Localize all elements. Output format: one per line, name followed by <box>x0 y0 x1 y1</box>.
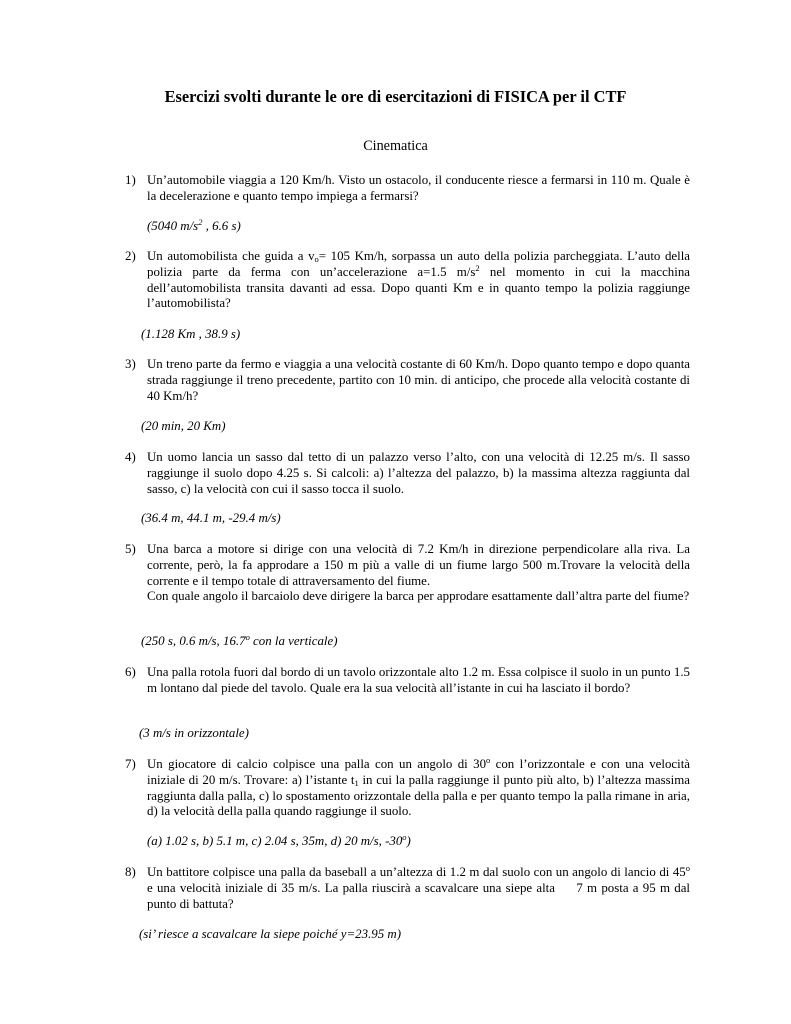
exercise-8 <box>125 863 694 912</box>
exercise-number: 4) <box>125 450 136 464</box>
exercise-6 <box>125 665 690 697</box>
exercise-text: Un treno parte da fermo e viaggia a una velocità costante di 60 Km/h. Dopo quanto tempo e dopo quanta strada raggiunge il treno precedente, partito con 10 min. di anticipo, che procede alla velocità costante di 40 Km/h? <box>147 357 690 403</box>
exercise-number: 5) <box>125 542 136 556</box>
exercise-4-answer: (36.4 m, 44.1 m, -29.4 m/s) <box>141 511 281 525</box>
exercise-number: 8) <box>125 865 136 879</box>
exercise-7-answer: (a) 1.02 s, b) 5.1 m, c) 2.04 s, 35m, d) 20 m/s, -30$^o$) <box>147 832 411 848</box>
exercise-3-answer: (20 min, 20 Km) <box>141 419 226 433</box>
exercise-3 <box>125 357 690 404</box>
exercise-text: Una palla rotola fuori dal bordo di un tavolo orizzontale alto 1.2 m. Essa colpisce il suolo in un punto 1.5 m lontano dal piede del tavolo. Quale era la sua velocità all’istante in cui ha lasciato il bordo? <box>147 665 690 695</box>
section-heading: Cinematica <box>363 138 428 154</box>
exercise-number: 6) <box>125 665 136 679</box>
exercise-1-answer: (5040 $m/s^2$ , 6.6 s) <box>147 217 241 233</box>
document-title: Esercizi svolti durante le ore di esercitazioni di FISICA per il CTF <box>164 87 627 106</box>
exercise-number: 2) <box>125 249 136 263</box>
exercise-number: 3) <box>125 357 136 371</box>
exercise-8-answer: (si’ riesce a scavalcare la siepe poiché y=23.95 m) <box>139 927 402 941</box>
exercise-number: 1) <box>125 173 136 187</box>
exercise-5 <box>125 542 690 605</box>
exercise-7 <box>125 757 690 820</box>
exercise-text: Un uomo lancia un sasso dal tetto di un palazzo verso l’alto, con una velocità di 12.25 m/s. Il sasso raggiunge il suolo dopo 4.25 s. Si calcoli: a) l’altezza del palazzo, b) la massima altezza raggiunta dal sasso, c) la velocità con cui il sasso tocca il suolo. <box>147 450 690 496</box>
exercise-text: Un’automobile viaggia a 120 Km/h. Visto un ostacolo, il conducente riesce a fermarsi in 110 m. Quale è la decelerazione e quanto tempo impiega a fermarsi? <box>147 173 690 203</box>
exercise-text: Un automobilista che guida a $v_o= 105$ Km/h, sorpassa un auto della polizia parcheggiata. L’auto della polizia parte da ferma con un’accelerazione a=1.5 $m/s^2$ nel momento in cui la macchina dell’automobilista transita davanti ad essa. Dopo quanti Km e in quanto tempo la polizia raggiunge l’automobilista? <box>147 249 690 311</box>
exercise-6-answer: (3 m/s in orizzontale) <box>139 726 249 740</box>
exercise-number: 7) <box>125 757 136 771</box>
exercise-text: Un giocatore di calcio colpisce una palla con un angolo di 30$^o$ con l’orizzontale e con una velocità iniziale di 20 m/s. Trovare: a) l’istante $t_1$ in cui la palla raggiunge il punto più alto, b) l’altezza massima raggiunta dalla palla, c) lo spostamento orizzontale della palla e per quanto tempo la palla rimane in aria, d) la velocità della palla quando raggiunge il suolo. <box>147 755 690 819</box>
exercise-1 <box>125 173 690 205</box>
exercise-4 <box>125 450 690 497</box>
exercise-2 <box>125 249 690 312</box>
exercise-text: Un battitore colpisce una palla da baseball a un’altezza di 1.2 m dal suolo con un angolo di lancio di 45$^o$ e una velocità iniziale di 35 m/s. La palla riuscirà a scavalcare una siepe alta 7 m posta a 95 m dal punto di battuta? <box>147 863 694 911</box>
exercise-text: Una barca a motore si dirige con una velocità di 7.2 Km/h in direzione perpendicolare alla riva. La corrente, però, la fa approdare a 150 m più a valle di un fiume largo 500 m.Trovare la velocità della corrente e il tempo totale di attraversamento del fiume. Con quale angolo il barcaiolo deve dirigere la barca per approdare esattamente dall’altra parte del fiume? <box>147 542 690 604</box>
exercise-5-answer: (250 s, 0.6 m/s, 16.7$^o$ con la verticale) <box>141 632 338 648</box>
exercise-2-answer: (1.128 Km , 38.9 s) <box>141 327 241 341</box>
